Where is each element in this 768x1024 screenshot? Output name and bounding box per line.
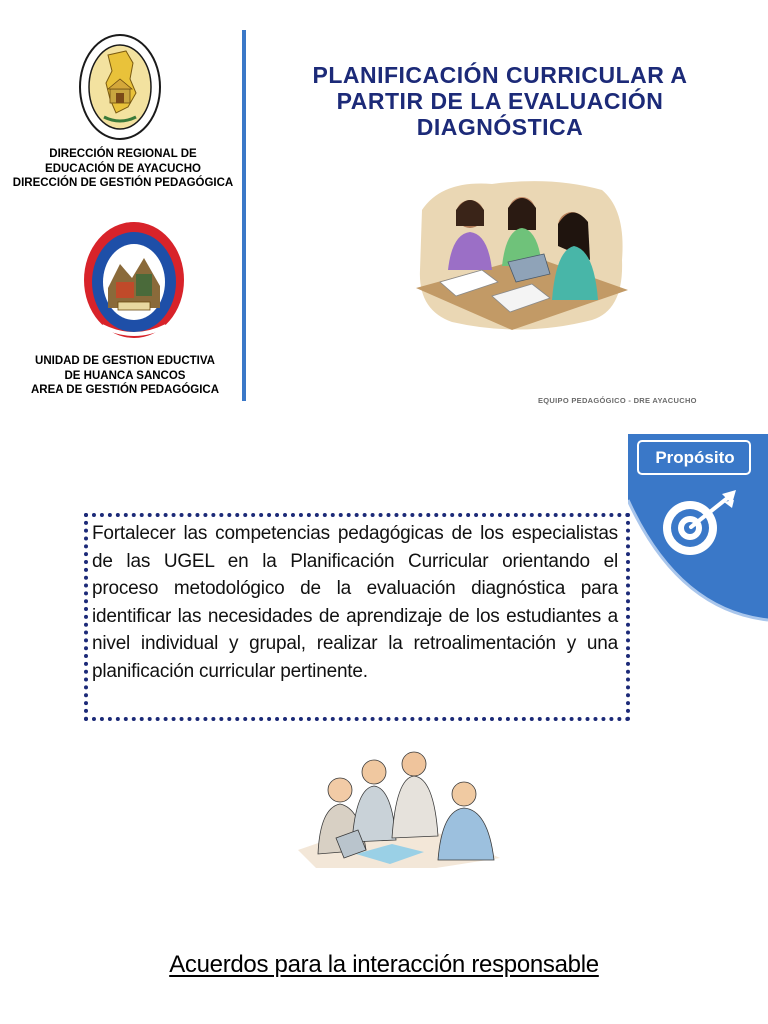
title-line-2: PARTIR DE LA EVALUACIÓN: [336, 88, 664, 114]
org2-line-3: AREA DE GESTIÓN PEDAGÓGICA: [30, 384, 220, 396]
team-credit: EQUIPO PEDAGÓGICO - DRE AYACUCHO: [538, 396, 697, 405]
purpose-badge-label: Propósito: [655, 448, 735, 467]
org1-line-2: EDUCACIÓN DE AYACUCHO: [45, 162, 201, 175]
dre-ayacucho-name: [0, 147, 246, 191]
org2-line-1: UNIDAD DE GESTION EDUCTIVA: [35, 355, 215, 367]
team-meeting-illustration: [296, 750, 502, 868]
dre-ayacucho-seal: [78, 33, 162, 141]
ugel-huanca-sancos-name: [0, 354, 250, 398]
ugel-huanca-sancos-seal: [80, 218, 188, 346]
title-line-3: DIAGNÓSTICA: [416, 114, 584, 140]
agreements-heading: Acuerdos para la interacción responsable: [169, 951, 599, 978]
org2-line-2: DE HUANCA SANCOS: [64, 369, 186, 382]
purpose-statement: Fortalecer las competencias pedagógicas de los especialistas de las UGEL en la Planificación Curricular orientando el proceso metodológico de la evaluación diagnóstica para identificar las necesidades de aprendizaje de los estudiantes a nivel individual y grupal, realizar la retroalimentación y una planificación curricular pertinente.: [92, 523, 618, 682]
org1-line-3: DIRECCIÓN DE GESTIÓN PEDAGÓGICA: [12, 177, 234, 189]
title-line-1: PLANIFICACIÓN CURRICULAR A: [312, 62, 688, 88]
purpose-statement-box: [84, 513, 630, 721]
teachers-working-illustration: [412, 170, 628, 340]
column-divider: [242, 30, 246, 401]
target-arrow-icon: [658, 488, 742, 560]
document-title: [262, 62, 738, 140]
org1-line-1: DIRECCIÓN REGIONAL DE: [49, 148, 197, 160]
